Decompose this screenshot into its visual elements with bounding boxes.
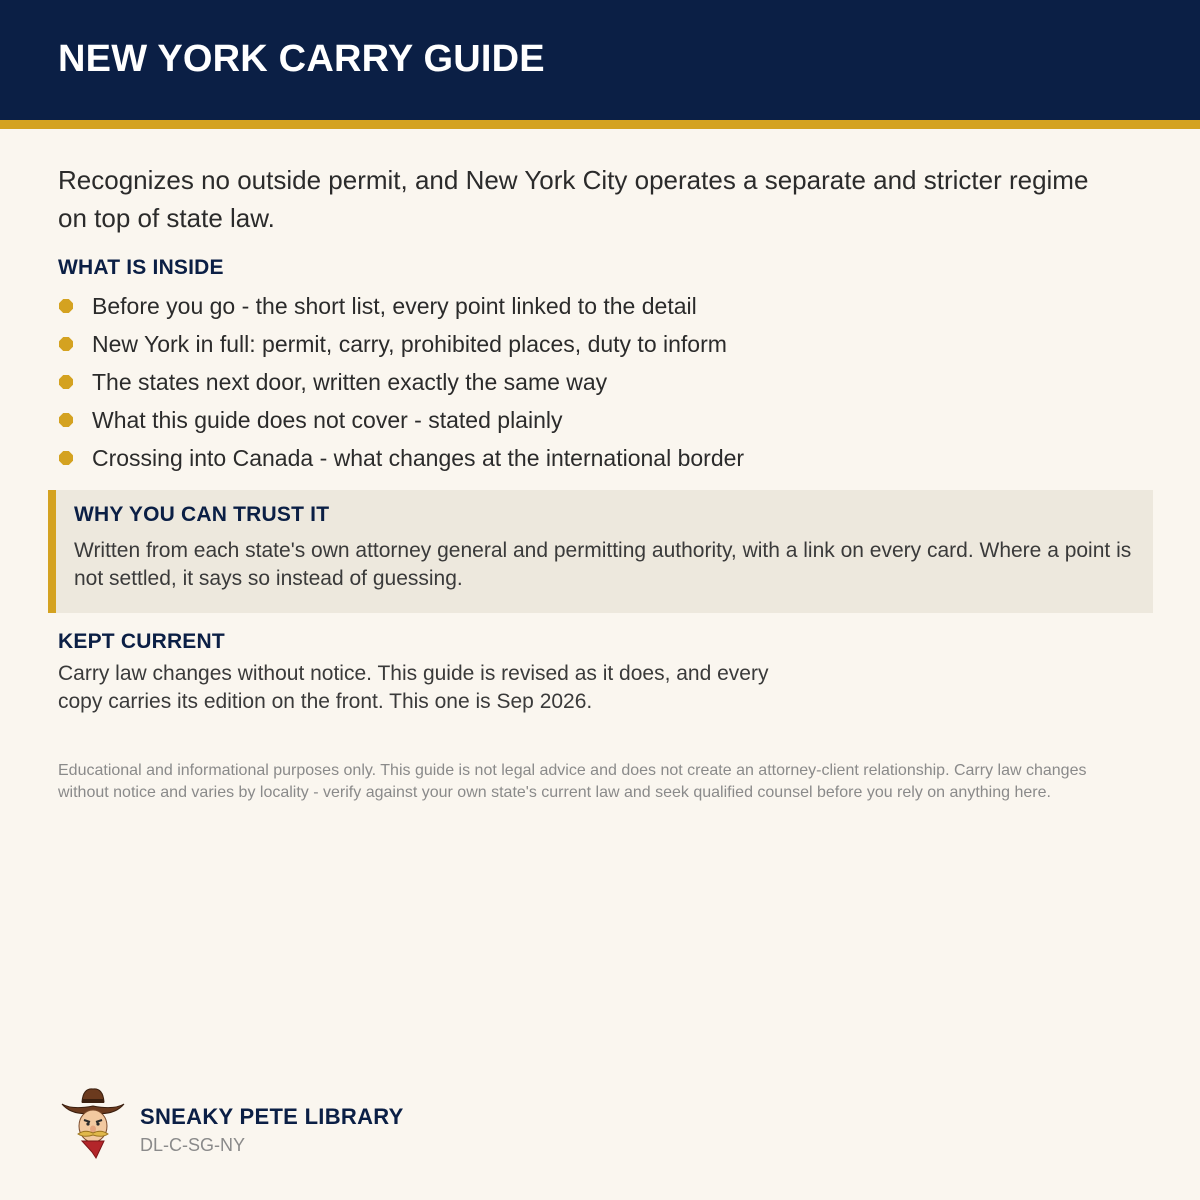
list-item [58, 401, 744, 439]
header-divider [0, 120, 1200, 129]
list-item-text: The states next door, written exactly the same way [92, 369, 608, 395]
trust-heading: WHY YOU CAN TRUST IT [74, 503, 330, 526]
bullet-icon [59, 375, 73, 389]
document-code: DL-C-SG-NY [140, 1135, 246, 1155]
list-item-text: Crossing into Canada - what changes at the international border [92, 445, 745, 471]
bullet-icon [59, 413, 73, 427]
list-item [58, 287, 744, 325]
list-item [58, 439, 744, 477]
list-item [58, 363, 744, 401]
list-item-text: Before you go - the short list, every point linked to the detail [92, 293, 697, 319]
kept-current-body: Carry law changes without notice. This guide is revised as it does, and every copy carries its edition on the front. This one is Sep 2026. [58, 662, 769, 713]
bullet-icon [59, 337, 73, 351]
brand-name: SNEAKY PETE LIBRARY [140, 1104, 404, 1129]
kept-current-heading: KEPT CURRENT [58, 630, 225, 653]
lead-paragraph: Recognizes no outside permit, and New York City operates a separate and stricter regime on top of state law. [58, 165, 1089, 233]
list-item [58, 325, 744, 363]
disclaimer: Educational and informational purposes only. This guide is not legal advice and does not create an attorney-client relationship. Carry law changes without notice and varies by locality - verify against your own state's current law and seek qualified counsel before you rely on anything here. [58, 762, 1087, 801]
inside-heading: WHAT IS INSIDE [58, 256, 224, 279]
list-item-text: What this guide does not cover - stated plainly [92, 407, 563, 433]
bullet-icon [59, 299, 73, 313]
list-item-text: New York in full: permit, carry, prohibited places, duty to inform [92, 331, 727, 357]
inside-list [58, 287, 744, 477]
cowboy-mascot-icon [58, 1086, 128, 1160]
trust-callout [48, 490, 1153, 613]
page-title: NEW YORK CARRY GUIDE [58, 38, 545, 80]
header-banner [0, 0, 1200, 120]
trust-body: Written from each state's own attorney general and permitting authority, with a link on every card. Where a point is not settled, it says so instead of guessing. [74, 539, 1132, 590]
bullet-icon [59, 451, 73, 465]
